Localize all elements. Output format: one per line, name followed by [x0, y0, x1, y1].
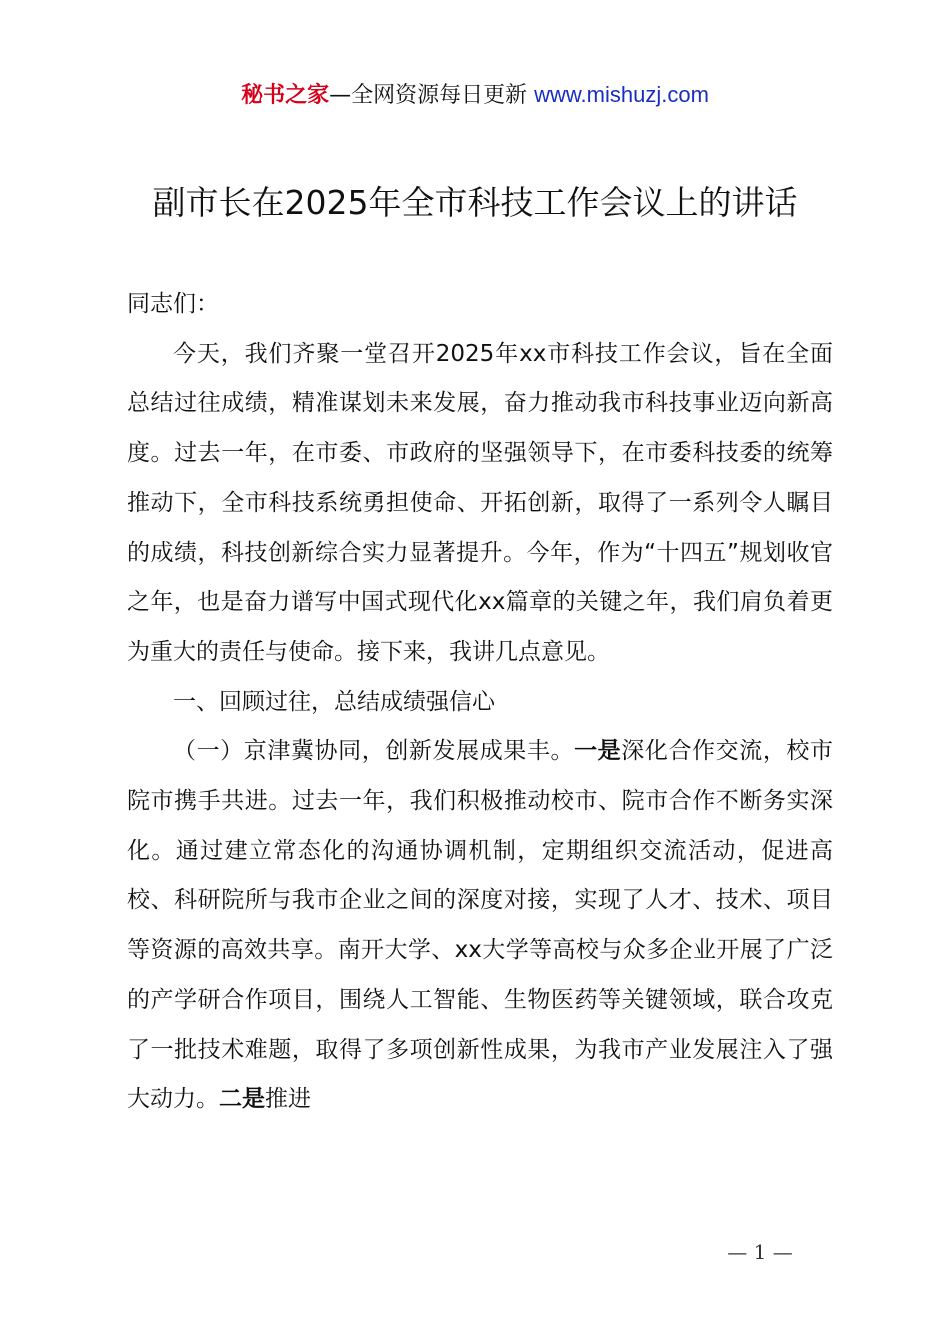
site-url-link[interactable]: www.mishuzj.com [534, 82, 709, 107]
point-lead-2: 二是 [219, 1086, 265, 1113]
document-body [127, 280, 833, 1125]
point-text-2: 推进 [265, 1086, 311, 1113]
brand-name: 秘书之家 [241, 83, 330, 108]
point-lead-1: 一是 [574, 738, 622, 765]
subsection-heading: （一）京津冀协同，创新发展成果丰。 [173, 738, 575, 765]
header-tagline: —全网资源每日更新 [329, 83, 535, 108]
document-title: 副市长在2025年全市科技工作会议上的讲话 [152, 183, 798, 222]
subsection-paragraph [127, 727, 833, 1125]
page-number: — 1 — [727, 1240, 793, 1264]
site-header [0, 80, 950, 111]
point-text-1: 深化合作交流，校市院市携手共进。过去一年，我们积极推动校市、院市合作不断务实深化。通过建立常态化的沟通协调机制，定期组织交流活动，促进高校、科研院所与我市企业之间的深度对接，实现了人才、技术、项目等资源的高效共享。南开大学、xx大学等高校与众多企业开展了广泛的产学研合作项目，围绕人工智能、生物医药等关键领域，联合攻克了一批技术难题，取得了多项创新性成果，为我市产业发展注入了强大动力。 [127, 738, 834, 1113]
section-heading: 一、回顾过往，总结成绩强信心 [173, 688, 495, 715]
intro-paragraph: 今天，我们齐聚一堂召开2025年xx市科技工作会议，旨在全面总结过往成绩，精准谋划未来发展，奋力推动我市科技事业迈向新高度。过去一年，在市委、市政府的坚强领导下，在市委科技委的统筹推动下，全市科技系统勇担使命、开拓创新，取得了一系列令人瞩目的成绩，科技创新综合实力显著提升。今年，作为“十四五”规划收官之年，也是奋力谱写中国式现代化xx篇章的关键之年，我们肩负着更为重大的责任与使命。接下来，我讲几点意见。 [127, 340, 833, 665]
salutation: 同志们： [127, 291, 219, 317]
